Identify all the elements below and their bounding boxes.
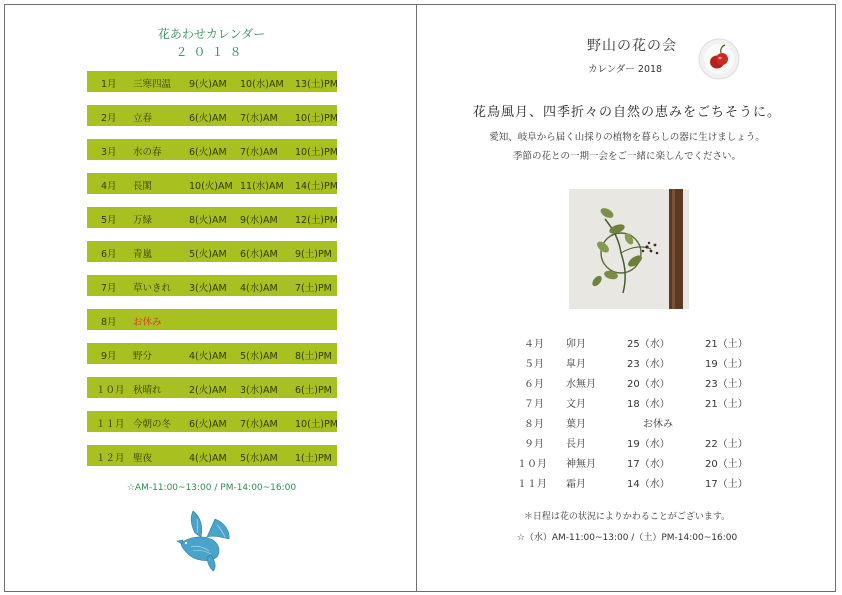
schedule-name: 水無月 <box>566 379 596 390</box>
session-1: 4(火)AM <box>189 351 227 362</box>
right-page <box>416 4 836 592</box>
session-2: 4(水)AM <box>240 283 278 294</box>
schedule-row <box>417 335 837 351</box>
month-row-5 <box>87 207 337 228</box>
session-3: 10(土)PM <box>295 419 338 430</box>
schedule-month: ４月 <box>524 339 544 350</box>
month-label: １１月 <box>96 419 125 430</box>
session-1: 5(火)AM <box>189 249 227 260</box>
month-name: 今朝の冬 <box>133 419 172 430</box>
month-row-9 <box>87 343 337 364</box>
schedule-month: １１月 <box>517 479 547 490</box>
session-3: 14(土)PM <box>295 181 338 192</box>
schedule-date-wed: 14（水） <box>627 479 670 490</box>
session-3: 6(土)PM <box>295 385 332 396</box>
schedule-date-wed: 25（水） <box>627 339 670 350</box>
flower-arrangement-photo <box>569 189 689 309</box>
session-2: 5(水)AM <box>240 351 278 362</box>
schedule-date-wed: 19（水） <box>627 439 670 450</box>
month-row-3 <box>87 139 337 160</box>
month-name: 草いきれ <box>133 283 172 294</box>
schedule-note: ＊日程は花の状況によりかわることがございます。 <box>523 512 731 522</box>
session-2: 10(水)AM <box>240 79 284 90</box>
schedule-name: 卯月 <box>566 339 586 350</box>
schedule-closed: お休み <box>643 419 673 430</box>
bird-stamp-icon <box>173 507 233 573</box>
month-label: 6月 <box>101 249 117 260</box>
schedule-name: 神無月 <box>566 459 596 470</box>
month-row-4 <box>87 173 337 194</box>
schedule-date-sat: 20（土） <box>705 459 748 470</box>
month-row-2 <box>87 105 337 126</box>
schedule-date-wed: 23（水） <box>627 359 670 370</box>
schedule-month: ５月 <box>524 359 544 370</box>
session-2: 5(水)AM <box>240 453 278 464</box>
session-2: 3(水)AM <box>240 385 278 396</box>
month-label: １２月 <box>96 453 125 464</box>
schedule-date-sat: 17（土） <box>705 479 748 490</box>
month-row-6 <box>87 241 337 262</box>
session-2: 7(水)AM <box>240 147 278 158</box>
session-3: 7(土)PM <box>295 283 332 294</box>
month-name: 長閑 <box>133 181 153 192</box>
session-3: 8(土)PM <box>295 351 332 362</box>
schedule-row <box>417 455 837 471</box>
schedule-date-sat: 19（土） <box>705 359 748 370</box>
closed-label: お休み <box>133 317 162 328</box>
month-label: 3月 <box>101 147 117 158</box>
session-2: 7(水)AM <box>240 113 278 124</box>
month-name: 聖夜 <box>133 453 153 464</box>
right-headline: 花鳥風月、四季折々の自然の恵みをごちそうに。 <box>472 105 781 120</box>
month-name: 万緑 <box>133 215 153 226</box>
schedule-date-sat: 23（土） <box>705 379 748 390</box>
right-title: 野山の花の会 <box>587 38 677 54</box>
time-note: ☆AM-11:00~13:00 / PM-14:00~16:00 <box>126 483 297 493</box>
session-3: 13(土)PM <box>295 79 338 90</box>
session-3: 1(土)PM <box>295 453 332 464</box>
schedule-date-sat: 21（土） <box>705 339 748 350</box>
schedule-row <box>417 475 837 491</box>
session-1: 6(火)AM <box>189 419 227 430</box>
session-1: 9(火)AM <box>189 79 227 90</box>
session-1: 2(火)AM <box>189 385 227 396</box>
month-row-7 <box>87 275 337 296</box>
month-label: 9月 <box>101 351 117 362</box>
month-name: 三寒四温 <box>133 79 172 90</box>
month-label: 1月 <box>101 79 117 90</box>
month-row-10 <box>87 377 337 398</box>
session-1: 6(火)AM <box>189 147 227 158</box>
session-3: 10(土)PM <box>295 113 338 124</box>
schedule-month: ９月 <box>524 439 544 450</box>
schedule-name: 葉月 <box>566 419 586 430</box>
session-3: 9(土)PM <box>295 249 332 260</box>
month-row-8 <box>87 309 337 330</box>
month-label: 2月 <box>101 113 117 124</box>
schedule-date-wed: 17（水） <box>627 459 670 470</box>
schedule-month: １０月 <box>517 459 547 470</box>
session-2: 9(水)AM <box>240 215 278 226</box>
session-2: 11(水)AM <box>240 181 284 192</box>
session-1: 4(火)AM <box>189 453 227 464</box>
session-1: 10(火)AM <box>189 181 233 192</box>
time-note: ☆（水）AM-11:00~13:00 /（土）PM-14:00~16:00 <box>516 533 738 543</box>
right-subtitle: カレンダー 2018 <box>588 64 663 75</box>
schedule-date-sat: 22（土） <box>705 439 748 450</box>
session-3: 12(土)PM <box>295 215 338 226</box>
left-title: 花あわせカレンダー <box>157 27 266 41</box>
month-row-12 <box>87 445 337 466</box>
schedule-name: 文月 <box>566 399 586 410</box>
schedule-name: 皐月 <box>566 359 586 370</box>
schedule-date-sat: 21（土） <box>705 399 748 410</box>
month-label: 7月 <box>101 283 117 294</box>
session-1: 3(火)AM <box>189 283 227 294</box>
schedule-row <box>417 415 837 431</box>
schedule-name: 長月 <box>566 439 586 450</box>
month-name: 水の春 <box>133 147 162 158</box>
session-1: 6(火)AM <box>189 113 227 124</box>
schedule-name: 霜月 <box>566 479 586 490</box>
schedule-month: ６月 <box>524 379 544 390</box>
schedule-month: ７月 <box>524 399 544 410</box>
month-label: １０月 <box>96 385 125 396</box>
session-2: 7(水)AM <box>240 419 278 430</box>
month-label: 4月 <box>101 181 117 192</box>
schedule-date-wed: 18（水） <box>627 399 670 410</box>
session-3: 10(土)PM <box>295 147 338 158</box>
month-row-1 <box>87 71 337 92</box>
left-year: ２０１８ <box>175 45 248 59</box>
month-name: 秋晴れ <box>133 385 162 396</box>
left-page <box>4 4 417 592</box>
month-row-11 <box>87 411 337 432</box>
intro-line-2: 季節の花との一期一会をご一緒に楽しんでください。 <box>512 151 741 162</box>
month-name: 青嵐 <box>133 249 153 260</box>
schedule-row <box>417 435 837 451</box>
schedule-row <box>417 395 837 411</box>
month-label: 5月 <box>101 215 117 226</box>
session-1: 8(火)AM <box>189 215 227 226</box>
schedule-date-wed: 20（水） <box>627 379 670 390</box>
session-2: 6(水)AM <box>240 249 278 260</box>
month-name: 立春 <box>133 113 153 124</box>
schedule-row <box>417 355 837 371</box>
month-name: 野分 <box>133 351 153 362</box>
month-label: 8月 <box>101 317 117 328</box>
schedule-row <box>417 375 837 391</box>
schedule-month: ８月 <box>524 419 544 430</box>
intro-line-1: 愛知、岐阜から届く山採りの植物を暮らしの器に生けましょう。 <box>489 132 765 143</box>
cherry-dish-image <box>697 37 741 81</box>
